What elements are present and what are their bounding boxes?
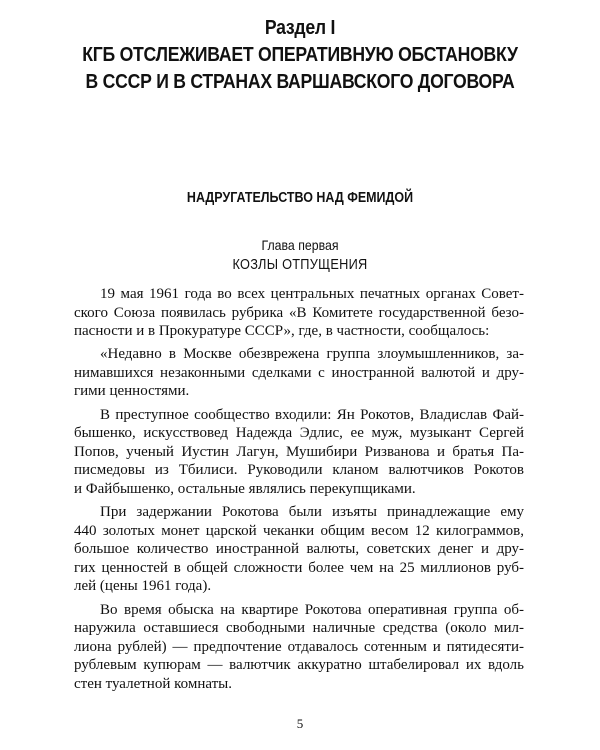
text-line: лей (цены 1961 года). [74, 578, 212, 595]
chapter-title: КОЗЛЫ ОТПУЩЕНИЯ [232, 257, 368, 273]
section-title-line-1: КГБ ОТСЛЕЖИВАЕТ ОПЕРАТИВНУЮ ОБСТАНОВКУ [82, 43, 518, 66]
text-line: писмедовы из Тбилиси. Руководили кланом валютчиков Рокотов [74, 462, 524, 479]
text-line: лиона рублей) — предпочтение отдавалось сотенным и пятидесяти- [74, 638, 524, 655]
text-line: «Недавно в Москве обезврежена группа злоумышленников, за- [100, 346, 524, 363]
paragraph [74, 345, 524, 401]
text-line: и Файбышенко, остальные являлись перекупщиками. [74, 480, 416, 497]
paragraph [74, 285, 524, 341]
text-line: рублевым купюрам — валютчик аккуратно штабелировал их вдоль [74, 657, 524, 674]
text-line: Попов, ученый Иустин Лагун, Мушибири Ризванова и братья Па- [74, 443, 524, 460]
paragraph [74, 503, 524, 596]
text-line: В преступное сообщество входили: Ян Рокотов, Владислав Фай- [100, 406, 524, 423]
body-text [74, 285, 524, 698]
section-number: Раздел I [264, 16, 336, 39]
text-line: пасности и в Прокуратуре СССР», где, в частности, сообщалось: [74, 323, 490, 340]
text-line: нимавшихся незаконными сделками с иностранной валютой и дру- [74, 364, 524, 381]
text-line: большое количество иностранной валюты, советских денег и дру- [74, 541, 524, 558]
text-line: стен туалетной комнаты. [74, 675, 233, 692]
page-number: 5 [296, 716, 304, 731]
text-line: При задержании Рокотова были изъяты принадлежащие ему [100, 504, 524, 521]
text-line: бышенко, искусствовед Надежда Эдлис, ее муж, музыкант Сергей [74, 425, 524, 442]
text-line: Во время обыска на квартире Рокотова оперативная группа об- [100, 601, 524, 618]
text-line: 19 мая 1961 года во всех центральных печатных органах Совет- [100, 286, 524, 302]
section-heading [76, 14, 523, 95]
text-line: 440 золотых монет царской чеканки общим весом 12 килограммов, [74, 522, 524, 539]
text-line: наружила оставшиеся свободными наличные средства (около мил- [74, 620, 524, 637]
text-line: гими ценностями. [74, 383, 190, 400]
section-title-line-2: В СССР И В СТРАНАХ ВАРШАВСКОГО ДОГОВОРА [85, 70, 515, 93]
paragraph [74, 406, 524, 499]
text-line: гих ценностей в общей сложности более чем на 25 миллионов руб- [74, 559, 524, 576]
paragraph [74, 601, 524, 694]
text-line: ского Союза появилась рубрика «В Комитете государственной безо- [74, 304, 524, 321]
chapter-number: Глава первая [261, 237, 339, 253]
part-title: НАДРУГАТЕЛЬСТВО НАД ФЕМИДОЙ [186, 190, 414, 206]
